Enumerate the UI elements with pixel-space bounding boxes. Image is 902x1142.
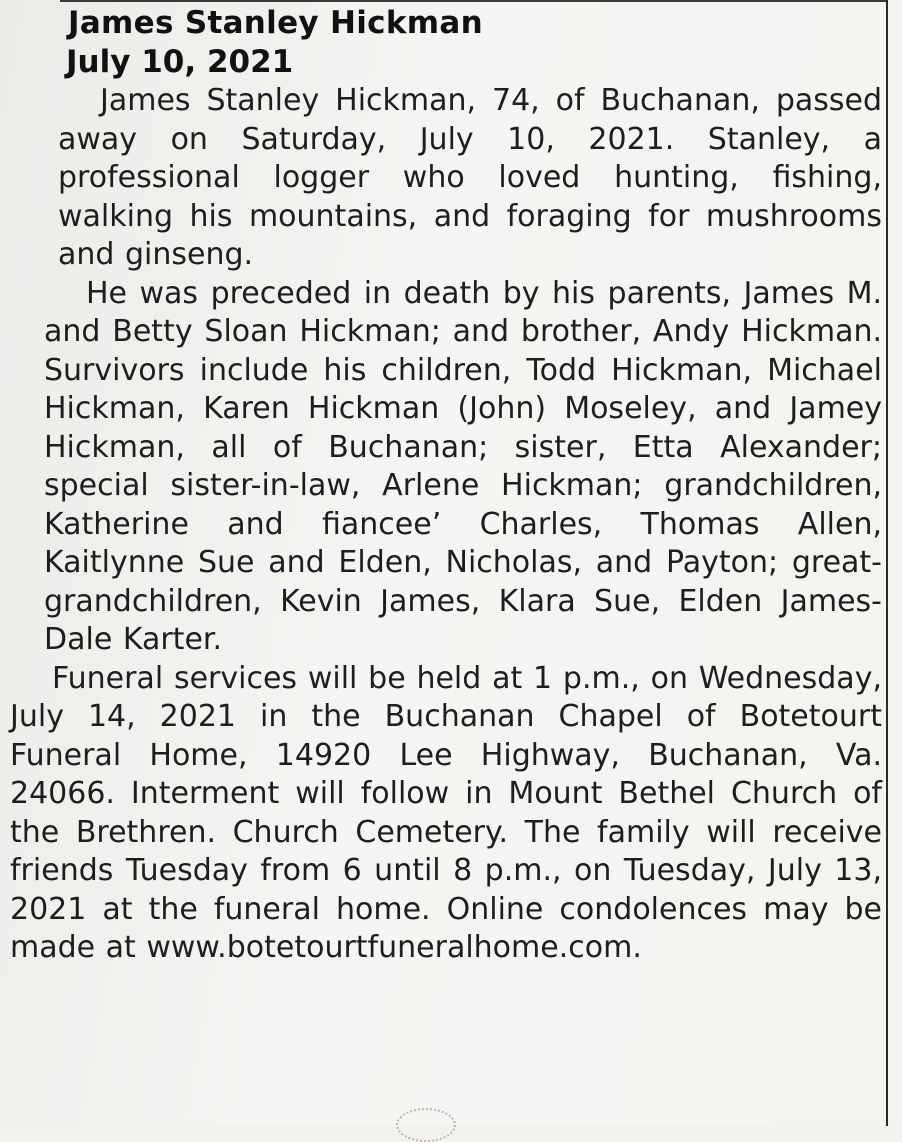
decorative-ornament: [396, 1108, 456, 1142]
obituary-paragraph-services: Funeral services will be held at 1 p.m., on Wednesday, July 14, 2021 in the Buchanan Chapel of Botetourt Funeral Home, 14920 Lee Highway, Buchanan, Va. 24066. Interment will follow in Mount Bethel Church of the Brethren. Church Cemetery. The family will receive friends Tuesday from 6 until 8 p.m., on Tuesday, July 13, 2021 at the funeral home. Online condolences may be made at www.botetourtfuneralhome.com.: [10, 660, 882, 965]
column-rule-top: [60, 0, 888, 2]
obituary-paragraph-family: He was preceded in death by his parents, James M. and Betty Sloan Hickman; and brother, Andy Hickman. Survivors include his children, Todd Hickman, Michael Hickman, Karen Hickman (John) Moseley, and Jamey Hickman, all of Buchanan; sister, Etta Alexander; special sister-in-law, Arlene Hickman; grandchildren, Katherine and fiancee’ Charles, Thomas Allen, Kaitlynne Sue and Elden, Nicholas, and Payton; great-grandchildren, Kevin James, Klara Sue, Elden James-Dale Karter.: [44, 275, 882, 657]
obituary-paragraph-intro: James Stanley Hickman, 74, of Buchanan, passed away on Saturday, July 10, 2021. Stanley, a professional logger who loved hunting, fishing, walking his mountains, and foraging for mushrooms and ginseng.: [58, 83, 882, 272]
column-rule-right: [886, 0, 888, 1126]
obituary-date: July 10, 2021: [66, 44, 294, 80]
obituary-article: [10, 4, 882, 968]
obituary-name: James Stanley Hickman: [68, 5, 483, 41]
